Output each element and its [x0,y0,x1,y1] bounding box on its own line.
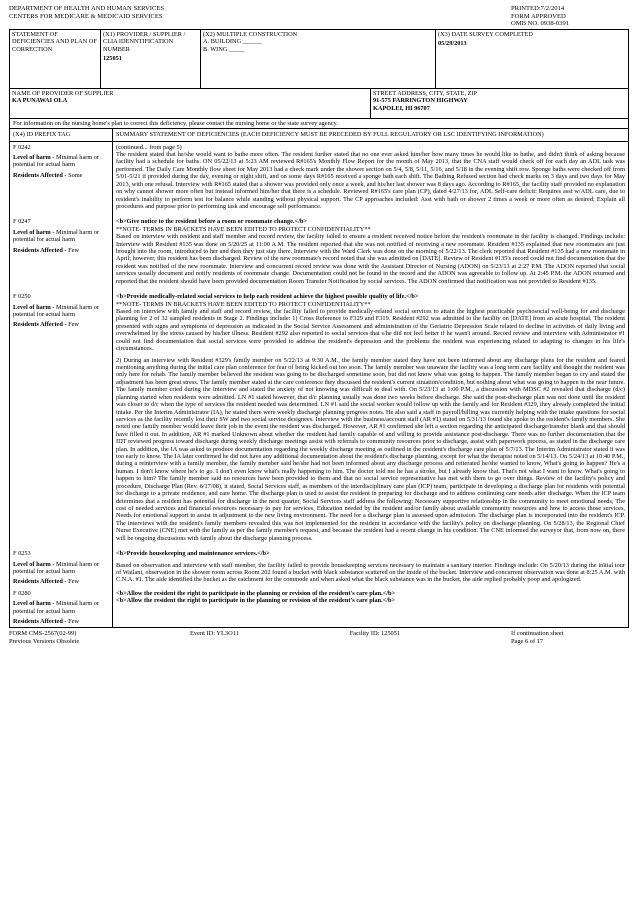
f0247-heading: <b>Give notice to the resident before a room or roommate change.</b> [116,218,307,226]
address-line-1: 91-575 FARRINGTON HIGHWAY [373,97,468,105]
f0280-heading-2: <b>Allow the resident the right to participate in the planning or revision of the resident's care plan.</b> [116,597,396,605]
previous-versions: Previous Versions Obsolete [9,638,80,646]
address-line-2: KAPOLEI, HI 96707 [373,104,430,112]
residents-label: Residents Affected - [13,246,69,254]
deficiency-f0250 [10,291,628,548]
f0253-text: Based on observation and interview with staff member, the facility failed to provide housekeeping services necessary to maintain a sanitary interior. Findings include: On 5/20/13 during the initial tour of Wailani, observation in the shower room across Room 202 found a bucket with black substance scattered on the inside of the bucket. Interview and concurrent observation was done at 8:25 A.M. with C.N.A. #1. The aide identified the bucket as the catchment for the commode and when asked what the black substance was in the bucket, the aide replied probably poop and apologized. [116,561,625,584]
provider-row [10,89,628,119]
form-footer [9,630,629,645]
facility-id: Facility ID: 125051 [349,630,401,638]
tag-column [10,548,113,588]
event-id: Event ID: YL3O11 [190,630,239,638]
f0250-paragraph-2: 2) During an interview with Resident #329's family member on 5/22/13 at 9:30 A.M., the family member stated they have not been informed about any discharge plans for the resident and feared mentioning anything during the initial care plan conference for fear of being kicked out too soon. The family member was unaware the facility was a long term care facility and thought the resident was only here for rehab. The family member believed the resident was going to be discharged sometime soon, but did not know what was going to happen. The family member began to cry and stated the adjustment has been great stress. The family member stated at the care conference they discussed the resident's current situation/condition, but nothing about what was going to happen in the near future. The family member cried during the interview and stated the anxiety of not knowing was difficult to deal with. On 5/23/13 at 1:00 P.M., a discussion with MDSC #2 revealed that discharge (d/c) planning started when residents were admitted. LN #1 stated however, that d/c planning usually was done two weeks before discharge. She said the post-discharge plan was not done until the resident was closer to d/c when the type of services the resident needed was determined. LN #1 said the social worker would follow up with the family and for Resident #329, they already completed the initial intake. Per the Interim Administrator (IA), he stated there were weekly discharge planning progress notes. He also said a staff in payroll/billing was currently helping with the intake questions for social services as the facility recently lost their SW and two social service designees. Interview with the business/account staff (AR #1) stated on 5/31/13 found she spoke to the resident's family members. She noted one family member would leave their job in the event the resident was discharged. However, AR #1 confirmed she left a section regarding the anticipated discharge/transfer blank and that should have filled it out. In addition, AR #1 marked Unknown about whether the resident had family capable of and willing to provide assistance post-discharge. There was no further documentation that the IDT reviewed progress toward discharge during weekly discharge meetings assist with referrals to community resources prior to discharge, assist with paperwork process, as stated in the discharge care plan. In addition, the IA was asked to produce documentation regarding the weekly discharge meeting as outlined in the resident's discharge care plan of 5/7/13. The Interim Administrator stated it was too early to know. The IA later confirmed he did not have any additional documentation about the resident's discharge planning, except for what the therapist noted on 5/14/13. On 5/24/13 at 10:40 P.M., during a reinterview with a family member, the family member said he/she had not been informed about any discharge process and reiterated he/she wanted to know, What's going to happen? He's a human. I don't know where he's to go. I don't even know what's really happening to him. The doctor told me he has a stroke, but I already know that. That's not what I want to know. What's going to happen to him? The family member said no resources have been provided to them and that no social service representative has met with them to go over things. Review of the facility's policy and procedure, Discharge Plan (Rev. 6/17/08), it stated, Social Services staff, as members of the interdisciplinary care plan (ICP) team, participate in developing a discharge plan for residents with potential for discharge to a private residence, and care home. The discharge plan is used to assist the resident in preparing for discharge and to address continuing care needs after discharge. When the ICP team determines that a resident has potential for discharge in the next quarter, Social Services staff address the following: Necessary supportive relationship in the community to meet emotional needs, The cost of needed services and financial resources necessary to pay for services, Education needed by the resident and/or family about available community resources and how to access those services, Needs for emotional support to assist in adjustment to the new living environment. The need for a discharge plan is assessed upon admission. The discharge plan is incorporated into the resident's ICP. The interviews with the resident's family members revealed this was not implemented for the resident in accordance with the facility's policy on discharge planning. On 5/28/13, the Regional Chief Nurse Executive (CNE) met with the family as per the family member's request, and because the resident had a recent change in his condition. The CNE informed the surveyor that, from now on, there will be ongoing discussions with family about the discharge planning process. [116,356,625,542]
agency-block [9,5,164,28]
statement-cell: STATEMENT OF DEFICIENCIES AND PLAN OF CORRECTION [10,30,101,88]
form-id-block [9,630,79,645]
harm-value: Minimal harm or potential for actual harm [13,600,100,615]
tag-column [10,142,113,217]
f0247-text: Based on interview with resident and staff member and record review, the facility failed to ensure a resident received notice before the resident's roommate in the facility is changed. Findings include: Interview with Resident #135 was done on 5/20/25 at 11:00 A.M. The resident reported that she was not notified of receiving a new roommate. Resident #135 explained that new roommates are just brought into the room, introduced to her and then they just stay there. Interview with the Ward Clerk was done on the morning of 5/22/13. The clerk reported that Resident #135 had a new roommate in April; however, this resident has been discharged. Review of the new roommate's record noted that she was admitted on [DATE]. Review of Resident #135's record could not find documentation that the resident was notified of the new roommate. Interview and concurrent record review was done with the Assistant Director of Nursing (ADON) on 5/23/13 at 2:27 P.M. The ADON reported that social services usually document and notify residents of roommate change. Documentation could not be found in the record and the ADON was agreeable to follow up. At 2:45 P.M. the ADON returned and reported that the resident should have been provided documentation Room Transfer Notification by social services. The ADON confirmed that notification was not provided to Resident #135. [116,233,625,285]
harm-level [13,229,109,244]
harm-level [13,304,109,319]
residents-affected [13,321,109,328]
deficiency-f0253 [10,548,628,588]
tag-id: F 0247 [13,218,31,226]
page-number: Page 6 of 17 [510,638,544,646]
form-approved: FORM APPROVED [511,12,566,20]
harm-value: Minimal harm or potential for actual harm [13,154,100,169]
f0253-heading: <b>Provide housekeeping and maintenance services.</b> [116,550,270,558]
tag-column [10,588,113,628]
building-line: A. BUILDING ______ [203,38,262,46]
tag-id: F 0242 [13,143,31,151]
tag-column [10,291,113,548]
residents-label: Residents Affected - [13,618,69,626]
omb-number: OMB NO. 0938-0391 [511,20,570,28]
harm-value: Minimal harm or potential for actual harm [13,228,100,244]
tag-id: F 0253 [13,550,31,558]
f0242-text: (continued... from page 5) The resident stated that he/she would want to bathe more often. The resident further stated that no one ever asked him/her how many times he would like to bathe, and didn't think of asking because facility had a schedule for baths. ON 05/22/13 at 5:23 AM reviewed R#165's Monthly Flow Report for the month of May 2013, that the CNA staff would check off for each day an ADL task was performed. The Daily Care Monthly flow sheet for May 2013 had a check mark under the shower section on 5/4, 5/8, 5/11, 5/16, and 5/18 in the evening shift row. Sponge baths were checked off from 5/01-5/21 if provided during the day, evening or night shift, and on some days R#165 received a sponge bath each shift. The Bathing Refused section had check marks on 3 days and two days for May 2013, with one refusal. Interview with R#165 stated that a shower was provided only once a week, and his/her last shower was 8 days ago. According to R#165, the facility staff provided no explanation on why cannot shower more often but instead informed him/her that there is a schedule. Reviewed R#165's care plan (CP), dated 4/27/13 for, ADL Self-care deficit: Requires asst w/ADL care, due to resident's inability to perform test for balance while standing without physical support. The CP approaches included: Asst with bath or shower 2 times a week or more often as desired; Explain all procedures and purpose prior to performing task and encourage self performance. [116,143,625,210]
f0250-paragraph-1: Based on interview with family and staff and record review, the facility failed to provide medically-related social services to attain the highest practicable psychosocial well-being for and discharge planning for 2 of 32 sampled residents in Stage 2. Findings include: 1) Cross Reference to F329 and F319. Resident #292 was admitted to the facility on [DATE] from an acute hospital. The resident presented with signs and symptoms of depression as indicated in the Social Service Assessment and administration of the Geriatric Depression Scale related to decline in activities of daily living and overwhelmed by the stress caused by his/her illness. Resident #292 also reported to social services that s/he did not feel better if he wasn't around. Record review and interview with Administrator #1 could not find documentation that social services were provided to address the resident's depression and the problems the resident was experiencing related to adapting to changes in his life's circumstances. [116,308,625,353]
info-line: For information on the nursing home's plan to correct this deficiency, please contact the nursing home or the state survey agency. [10,119,628,129]
residents-value: Few [68,578,79,586]
residents-label: Residents Affected - [13,321,69,329]
residents-value: Few [68,618,79,626]
f0280-heading-1: <b>Allow the resident the right to participate in the planning or revision of the resident's care plan.</b> [116,589,396,597]
harm-label: Level of harm - [13,560,57,568]
provider-name-label: NAME OF PROVIDER OF SUPPLIER [12,89,114,97]
deficiency-text [113,216,628,291]
survey-date-cell [436,30,628,88]
identification-grid [9,29,629,629]
print-info-block [511,5,629,28]
provider-name-value: KA PUNAWAI OLA [12,97,68,105]
residents-value: Few [68,321,79,329]
harm-label: Level of harm - [13,600,57,608]
provider-name-cell [10,89,371,118]
cms-2567-page [9,0,629,646]
residents-value: Some [68,171,83,179]
provider-id-cell [101,30,201,88]
f0247-note: **NOTE- TERMS IN BRACKETS HAVE BEEN EDITED TO PROTECT CONFIDENTIALITY** [116,225,371,233]
continuation-text: If continuation sheet [510,630,564,638]
agency-line-1: DEPARTMENT OF HEALTH AND HUMAN SERVICES [9,5,165,12]
residents-affected [13,247,109,254]
summary-header: SUMMARY STATEMENT OF DEFICIENCIES (EACH DEFICIENCY MUST BE PRECEDED BY FULL REGULATORY OR LSC IDENTIFYING INFORMATION) [116,131,544,139]
f0250-note: **NOTE- TERMS IN BRACKETS HAVE BEEN EDITED TO PROTECT CONFIDENTIALITY** [116,300,371,308]
residents-affected [13,172,109,179]
residents-affected [13,578,109,585]
deficiency-f0280 [10,588,628,628]
harm-level [13,154,109,169]
tag-column [10,216,113,291]
survey-date-label: (X3) DATE SURVEY COMPLETED [438,30,533,38]
construction-cell [201,30,436,88]
wing-line: B. WING _____ [203,45,245,53]
continuation-block [511,630,629,645]
identification-row [10,30,628,89]
harm-value: Minimal harm or potential for actual harm [13,560,100,575]
residents-affected [13,618,109,625]
harm-level [13,600,109,615]
agency-line-2: CENTERS FOR MEDICARE & MEDICAID SERVICES [9,12,163,20]
form-number: FORM CMS-2567(02-99) [9,630,77,638]
residents-value: Few [68,246,79,254]
tag-id: F 0280 [13,589,31,597]
survey-date-value: 05/29/2013 [438,40,467,48]
residents-label: Residents Affected - [13,578,69,586]
deficiency-f0247 [10,216,628,291]
printed-date: PRINTED:7/2/2014 [511,5,565,12]
form-header [9,5,629,28]
harm-label: Level of harm - [13,303,57,311]
deficiency-f0242 [10,142,628,217]
harm-label: Level of harm - [13,154,57,161]
deficiency-text [113,291,628,548]
residents-label: Residents Affected - [13,171,69,179]
provider-id-value: 125051 [103,55,122,62]
deficiency-text [113,548,628,588]
id-prefix-tag-header: (X4) ID PREFIX TAG [10,129,113,140]
f0250-heading: <b>Provide medically-related social services to help each resident achieve the highest possible quality of life.</b> [116,293,419,301]
provider-id-label: (X1) PROVIDER / SUPPLIER / CLIA IDENNTIFICATION NUMBER [103,30,186,53]
harm-label: Level of harm - [13,228,57,236]
address-cell [371,89,628,118]
deficiency-text [113,142,628,217]
construction-label: (X2) MULTIPLE CONSTRUCTION [203,30,298,38]
address-label: STREET ADDRESS, CITY, STATE, ZIP [373,89,478,97]
column-header-row [10,129,628,141]
deficiency-text [113,588,628,628]
harm-value: Minimal harm or potential for actual harm [13,303,100,319]
tag-id: F 0250 [13,293,31,301]
harm-level [13,561,109,576]
